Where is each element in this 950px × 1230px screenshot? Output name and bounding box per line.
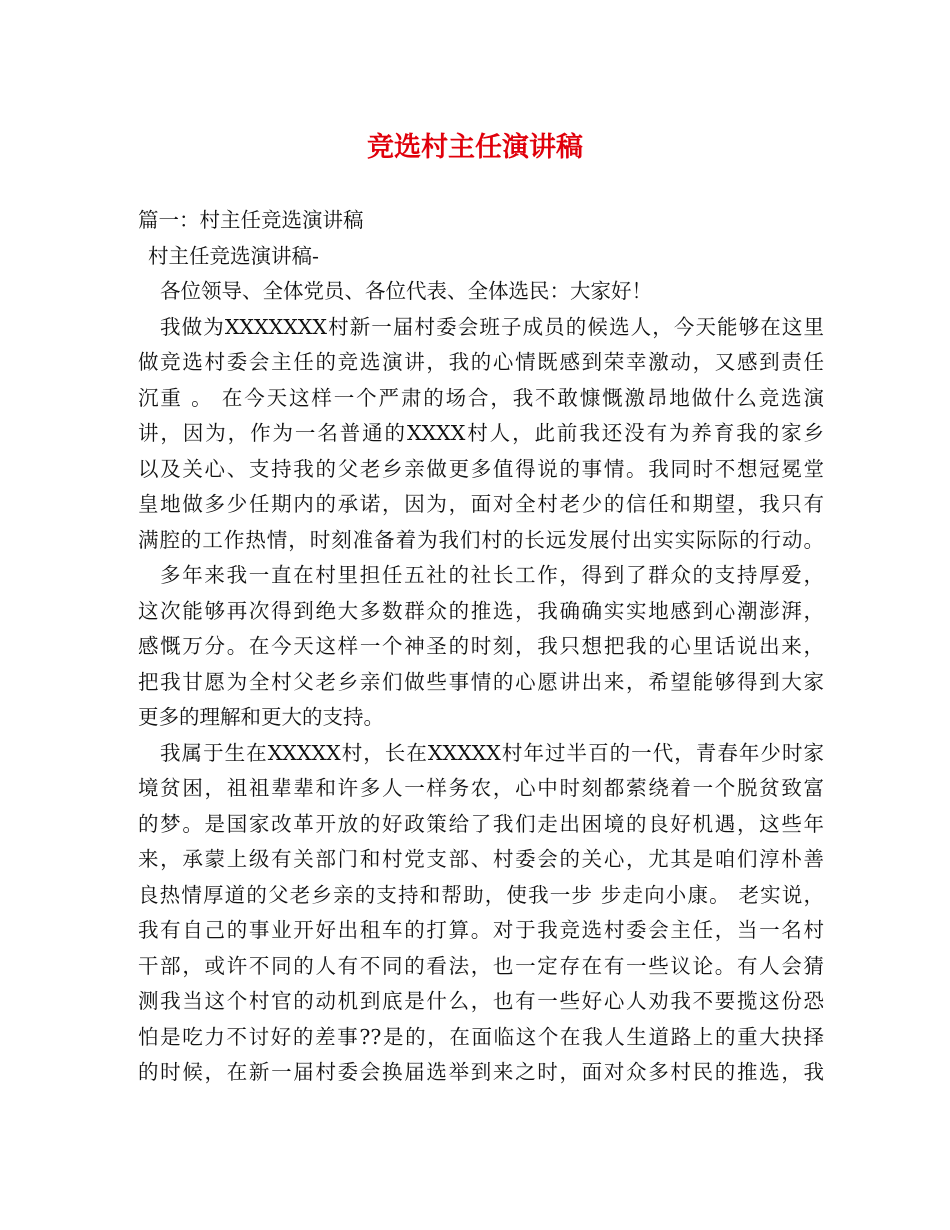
text-line: 来，承蒙上级有关部门和村党支部、村委会的关心，尤其是咱们淳朴善: [138, 847, 824, 871]
text-line: 测我当这个村官的动机到底是什么，也有一些好心人劝我不要揽这份恐: [138, 989, 824, 1013]
text-line: 我属于生在XXXXX村，长在XXXXX村年过半百的一代，青春年少时家: [160, 740, 824, 765]
page-title: 竞选村主任演讲稿: [367, 132, 583, 163]
text-line: 良热情厚道的父老乡亲的支持和帮助，使我一步 步走向小康。 老实说，: [138, 882, 824, 907]
text-line: 我做为XXXXXXX村新一届村委会班子成员的候选人，今天能够在这里: [160, 314, 824, 339]
text-line: 沉重 。 在今天这样一个严肃的场合，我不敢慷慨激昂地做什么竞选演: [138, 385, 824, 410]
text-line: 各位领导、全体党员、各位代表、全体选民：大家好！: [160, 279, 652, 303]
text-line: 这次能够再次得到绝大多数群众的推选，我确确实实地感到心潮澎湃，: [138, 598, 824, 623]
text-line: 感慨万分。在今天这样一个神圣的时刻，我只想把我的心里话说出来，: [138, 634, 824, 658]
text-line: 做竞选村委会主任的竞选演讲，我的心情既感到荣幸激动，又感到责任: [138, 350, 824, 374]
text-line: 村主任竞选演讲稿-: [148, 243, 319, 268]
text-line: 更多的理解和更大的支持。: [138, 705, 384, 729]
text-line: 的梦。是国家改革开放的好政策给了我们走出困境的良好机遇，这些年: [138, 811, 824, 836]
text-line: 篇一：村主任竞选演讲稿: [138, 208, 364, 232]
text-line: 我有自己的事业开好出租车的打算。对于我竞选村委会主任，当一名村: [138, 918, 824, 942]
text-line: 干部，或许不同的人有不同的看法，也一定存在有一些议论。有人会猜: [138, 953, 824, 978]
text-line: 以及关心、支持我的父老乡亲做更多值得说的事情。我同时不想冠冕堂: [138, 456, 824, 481]
document-body: [138, 203, 824, 1091]
text-line: 把我甘愿为全村父老乡亲们做些事情的心愿讲出来，希望能够得到大家: [138, 669, 824, 694]
text-line: 的时候，在新一届村委会换届选举到来之时，面对众多村民的推选，我: [138, 1060, 824, 1084]
text-line: 怕是吃力不讨好的差事??是的，在面临这个在我人生道路上的重大抉择: [138, 1024, 824, 1049]
text-line: 皇地做多少任期内的承诺，因为，面对全村老少的信任和期望，我只有: [138, 492, 824, 516]
text-line: 境贫困，祖祖辈辈和许多人一样务农，心中时刻都萦绕着一个脱贫致富: [138, 776, 824, 800]
text-line: 讲，因为，作为一名普通的XXXX村人，此前我还没有为养育我的家乡: [138, 421, 824, 445]
text-line: 多年来我一直在村里担任五社的社长工作，得到了群众的支持厚爱，: [160, 563, 824, 587]
text-line: 满腔的工作热情，时刻准备着为我们村的长远发展付出实实际际的行动。: [138, 527, 824, 552]
